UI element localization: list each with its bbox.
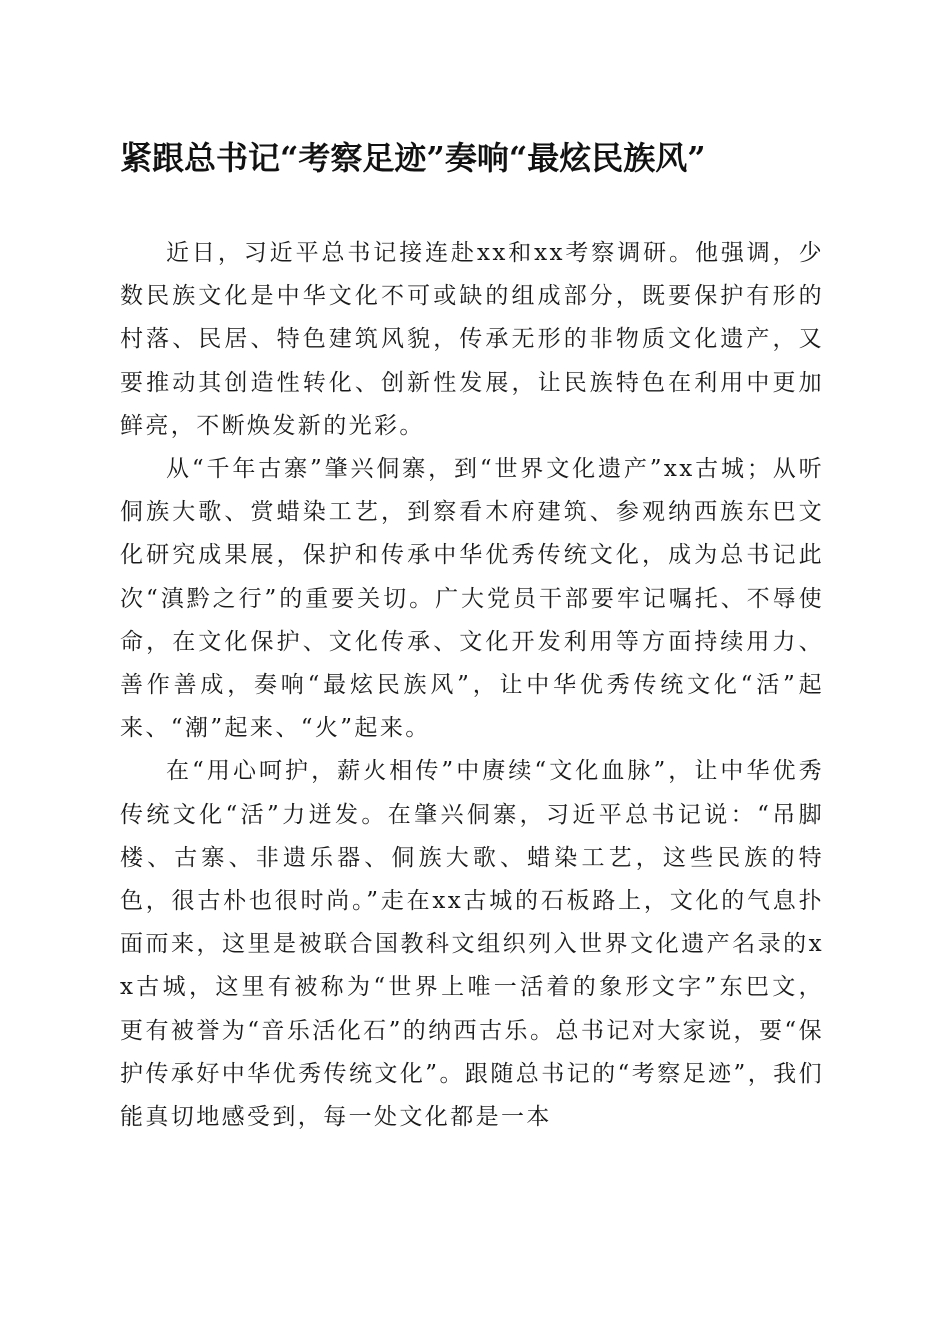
paragraph-2: 从“千年古寨”肇兴侗寨，到“世界文化遗产”xx古城；从听侗族大歌、赏蜡染工艺，到察看木府建筑、参观纳西族东巴文化研究成果展，保护和传承中华优秀传统文化，成为总书记此次“滇黔之行”的重要关切。广大党员干部要牢记嘱托、不辱使命，在文化保护、文化传承、文化开发利用等方面持续用力、善作善成，奏响“最炫民族风”，让中华优秀传统文化“活”起来、“潮”起来、“火”起来。 xyxy=(120,456,824,742)
paragraph-3: 在“用心呵护，薪火相传”中赓续“文化血脉”，让中华优秀传统文化“活”力迸发。在肇兴侗寨，习近平总书记说：“吊脚楼、古寨、非遗乐器、侗族大歌、蜡染工艺，这些民族的特色，很古朴也很时尚。”走在xx古城的石板路上，文化的气息扑面而来，这里是被联合国教科文组织列入世界文化遗产名录的xx古城，这里有被称为“世界上唯一活着的象形文字”东巴文，更有被誉为“音乐活化石”的纳西古乐。总书记对大家说，要“保护传承好中华优秀传统文化”。跟随总书记的“考察足迹”，我们能真切地感受到，每一处文化都是一本 xyxy=(120,758,824,1131)
document-body xyxy=(120,232,824,1139)
paragraph-1: 近日，习近平总书记接连赴xx和xx考察调研。他强调，少数民族文化是中华文化不可或缺的组成部分，既要保护有形的村落、民居、特色建筑风貌，传承无形的非物质文化遗产，又要推动其创造性转化、创新性发展，让民族特色在利用中更加鲜亮，不断焕发新的光彩。 xyxy=(120,240,824,439)
document-title: 紧跟总书记“考察足迹”奏响“最炫民族风” xyxy=(120,139,706,177)
